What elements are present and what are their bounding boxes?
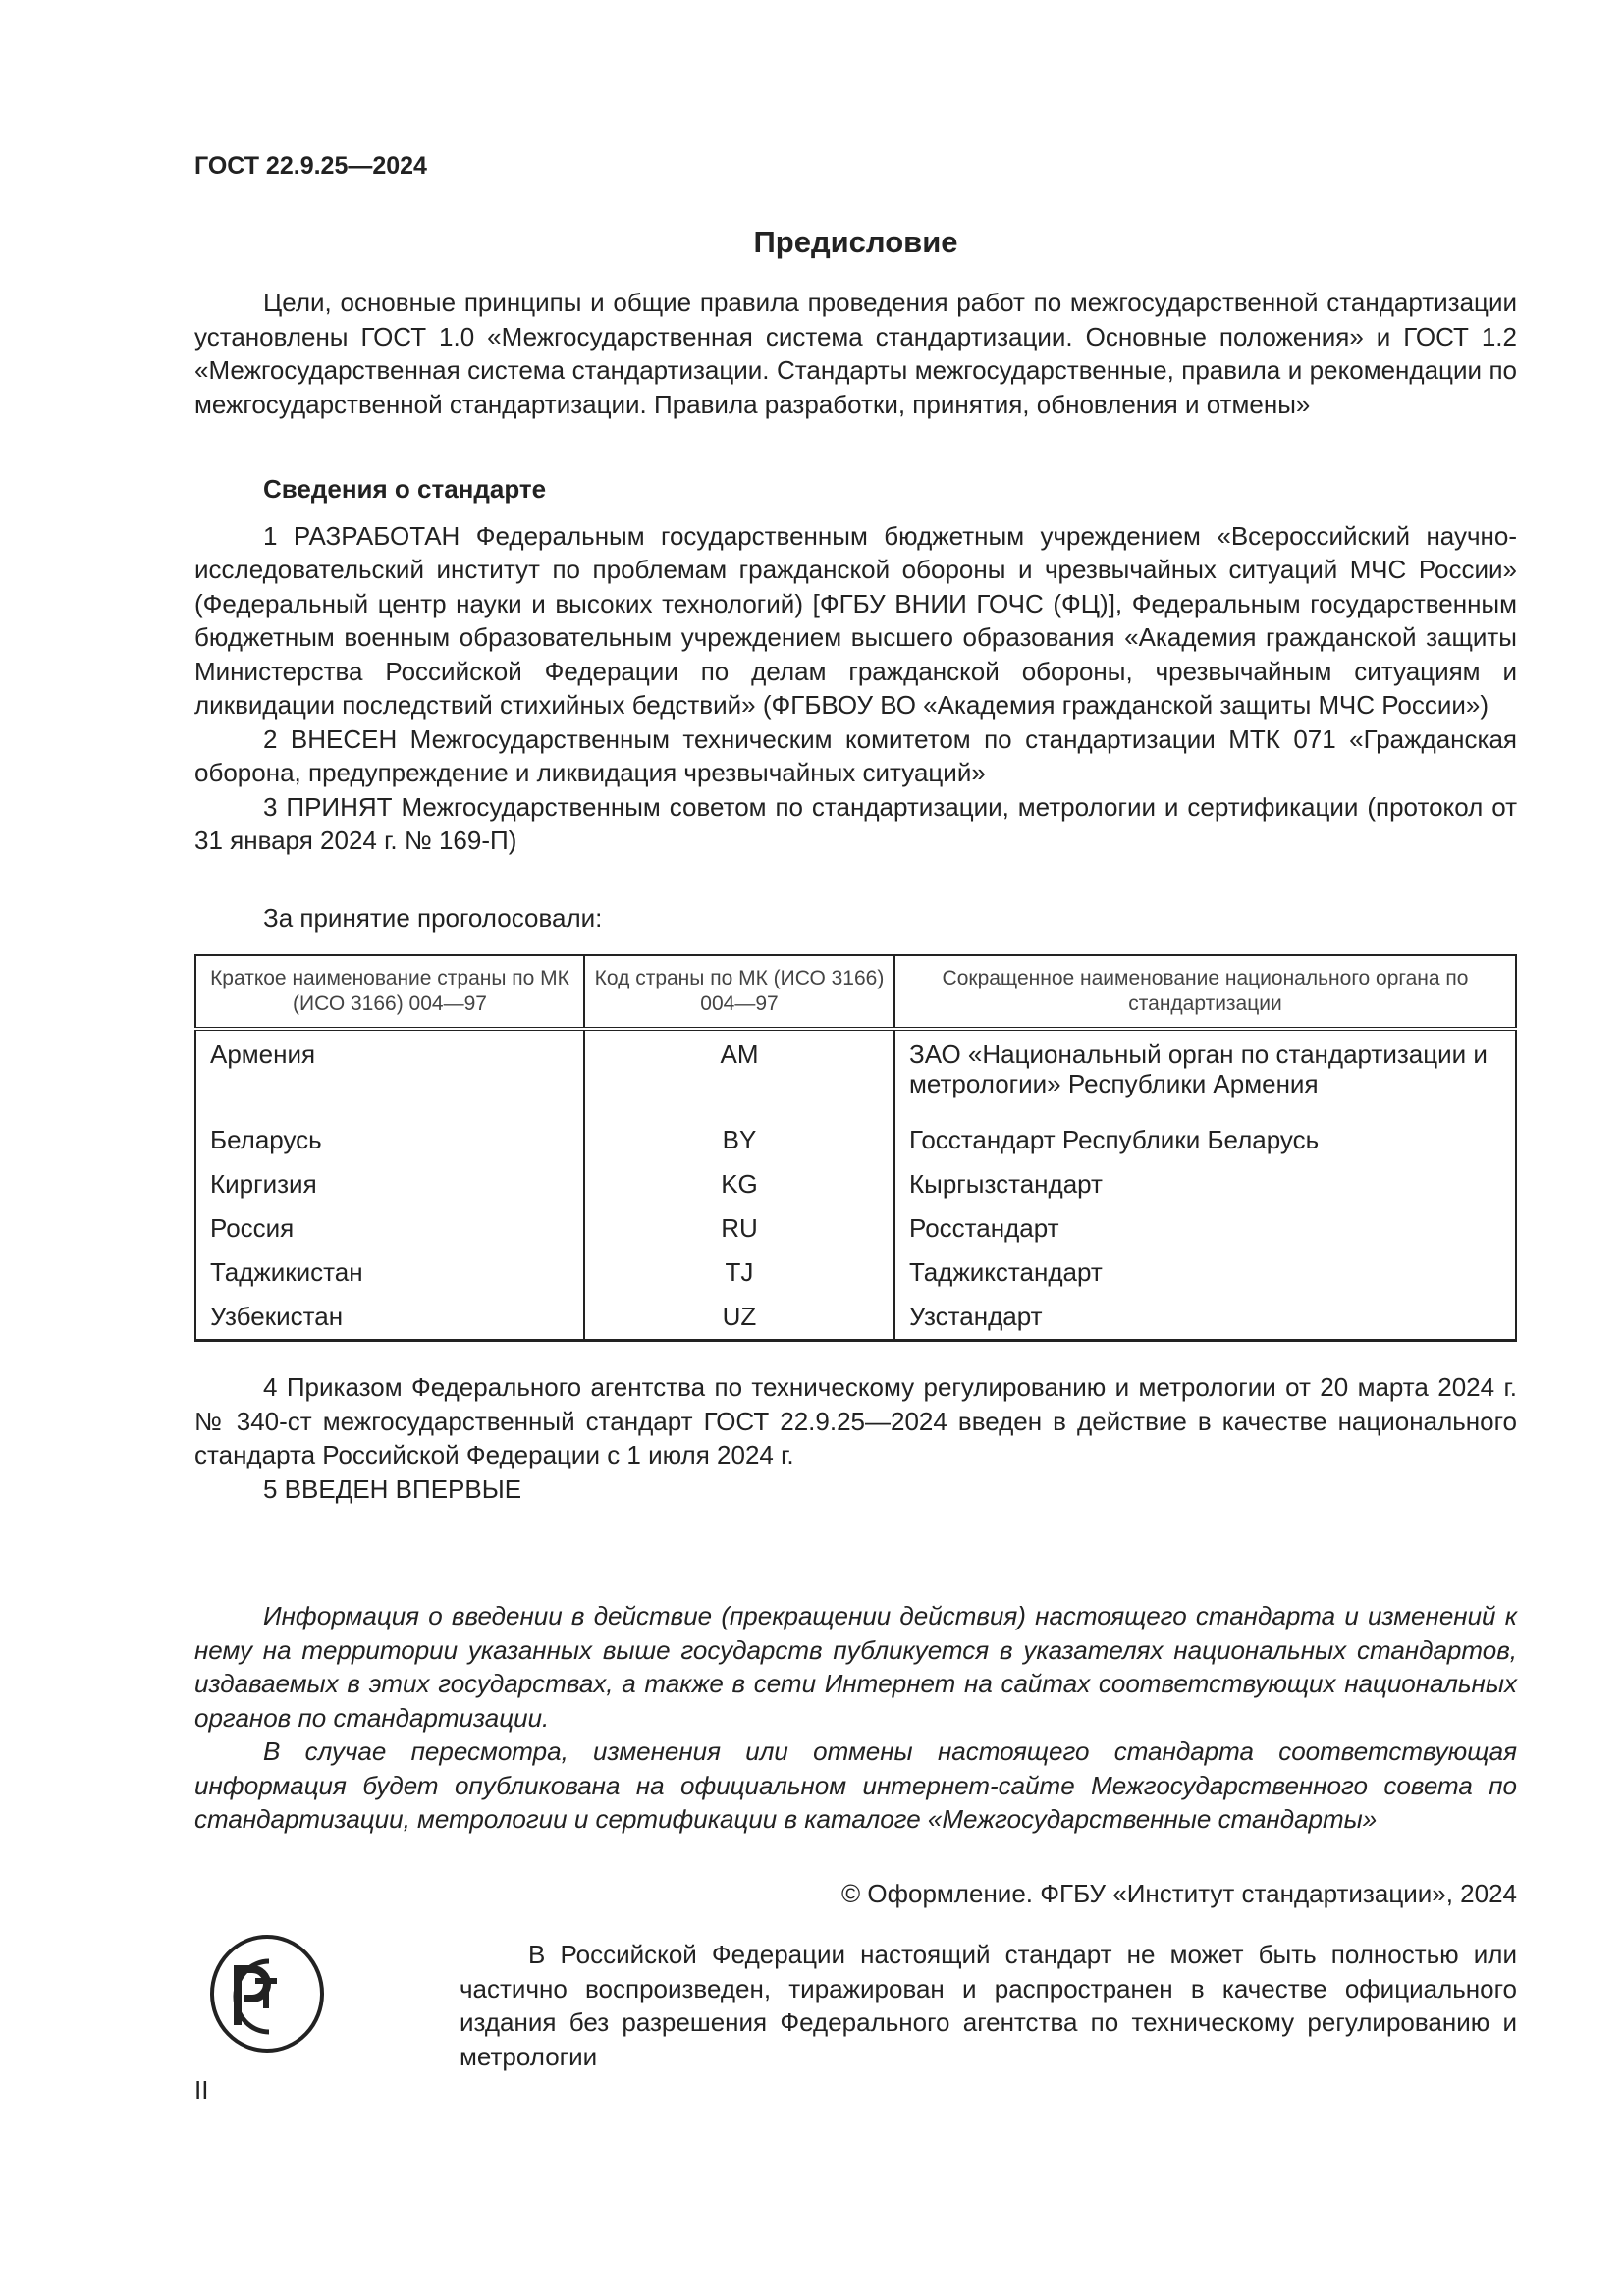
cell-country: Киргизия xyxy=(195,1160,584,1204)
cell-code: BY xyxy=(584,1116,894,1160)
cell-body: Кыргызстандарт xyxy=(894,1160,1516,1204)
cell-code: AM xyxy=(584,1029,894,1116)
standard-info-section xyxy=(194,472,1517,858)
cell-code: UZ xyxy=(584,1293,894,1341)
item-4: 4 Приказом Федерального агентства по техническому регулированию и метрологии от 20 марта 2024 г. № 340-ст межгосударственный стандарт ГОСТ 22.9.25—2024 введен в действие в качестве национального стандарта Российской Федерации с 1 июля 2024 г. xyxy=(194,1372,1517,1469)
voting-table xyxy=(194,954,1517,1342)
item-3: 3 ПРИНЯТ Межгосударственным советом по стандартизации, метрологии и сертификации (протокол от 31 января 2024 г. № 169-П) xyxy=(194,791,1517,855)
column-header-code: Код страны по МК (ИСО 3166) 004—97 xyxy=(584,955,894,1029)
cell-country: Россия xyxy=(195,1204,584,1249)
cell-body: Таджикстандарт xyxy=(894,1249,1516,1293)
cell-body: ЗАО «Национальный орган по стандартизации и метрологии» Республики Армения xyxy=(894,1029,1516,1116)
cell-country: Таджикистан xyxy=(195,1249,584,1293)
table-row xyxy=(195,1249,1516,1293)
page-number: II xyxy=(194,2075,209,2105)
page-title: Предисловие xyxy=(753,225,958,259)
info-paragraph: Информация о введении в действие (прекращении действия) настоящего стандарта и изменений к нему на территории указанных выше государств публикуется в указателях национальных стандартов, издаваемых в этих государствах, а также в сети Интернет на сайтах соответствующих национальных органов по стандартизации. xyxy=(194,1601,1517,1733)
table-row xyxy=(195,1160,1516,1204)
item-5: 5 ВВЕДЕН ВПЕРВЫЕ xyxy=(263,1473,522,1504)
info-section xyxy=(194,1599,1517,1837)
cell-country: Беларусь xyxy=(195,1116,584,1160)
cell-code: TJ xyxy=(584,1249,894,1293)
table-row xyxy=(195,1116,1516,1160)
document-header: ГОСТ 22.9.25—2024 xyxy=(194,152,427,180)
section-subtitle: Сведения о стандарте xyxy=(263,474,547,504)
item-1: 1 РАЗРАБОТАН Федеральным государственным бюджетным учреждением «Всероссийский научно-исследовательский институт по проблемам гражданской обороны и чрезвычайных ситуаций МЧС России» (Федеральный центр науки и высоких технологий) [ФГБУ ВНИИ ГОЧС (ФЦ)], Федеральным государственным бюджетным военным образовательным учреждением высшего образования «Академия гражданской защиты Министерства Российской Федерации по делам гражданской обороны, чрезвычайным ситуациям и ликвидации последствий стихийных бедствий» (ФГБВОУ ВО «Академия гражданской защиты МЧС России») xyxy=(194,520,1517,720)
items-4-5 xyxy=(194,1370,1517,1506)
intro-section xyxy=(194,286,1517,421)
rst-logo-icon xyxy=(208,1932,414,2073)
table-row xyxy=(195,1204,1516,1249)
copyright-notice: В Российской Федерации настоящий стандарт не может быть полностью или частично воспроизведен, тиражирован и распространен в качестве официального издания без разрешения Федерального агентства по техническому регулированию и метрологии xyxy=(460,1940,1517,2071)
cell-country: Армения xyxy=(195,1029,584,1116)
info-paragraph: В случае пересмотра, изменения или отмены настоящего стандарта соответствующая информация будет опубликована на официальном интернет-сайте Межгосударственного совета по стандартизации, метрологии и сертификации в каталоге «Межгосударственные стандарты» xyxy=(194,1736,1517,1834)
voted-label-wrap xyxy=(194,901,1517,935)
table-header-row xyxy=(195,955,1516,1029)
cell-body: Госстандарт Республики Беларусь xyxy=(894,1116,1516,1160)
cell-body: Узстандарт xyxy=(894,1293,1516,1341)
column-header-body: Сокращенное наименование национального органа по стандартизации xyxy=(894,955,1516,1029)
copyright: © Оформление. ФГБУ «Институт стандартизации», 2024 xyxy=(841,1879,1517,1908)
voting-table-wrap xyxy=(194,954,1517,1342)
cell-body: Росстандарт xyxy=(894,1204,1516,1249)
cell-code: RU xyxy=(584,1204,894,1249)
cell-country: Узбекистан xyxy=(195,1293,584,1341)
table-row xyxy=(195,1029,1516,1116)
intro-paragraph: Цели, основные принципы и общие правила проведения работ по межгосударственной стандартизации установлены ГОСТ 1.0 «Межгосударственная система стандартизации. Основные положения» и ГОСТ 1.2 «Межгосударственная система стандартизации. Стандарты межгосударственные, правила и рекомендации по межгосударственной стандартизации. Правила разработки, принятия, обновления и отмены» xyxy=(194,288,1517,419)
table-row xyxy=(195,1293,1516,1341)
voted-label: За принятие проголосовали: xyxy=(263,903,603,933)
column-header-country: Краткое наименование страны по МК (ИСО 3166) 004—97 xyxy=(195,955,584,1029)
cell-code: KG xyxy=(584,1160,894,1204)
item-2: 2 ВНЕСЕН Межгосударственным техническим комитетом по стандартизации МТК 071 «Гражданская оборона, предупреждение и ликвидация чрезвычайных ситуаций» xyxy=(194,723,1517,787)
notice-section xyxy=(460,1938,1517,2073)
